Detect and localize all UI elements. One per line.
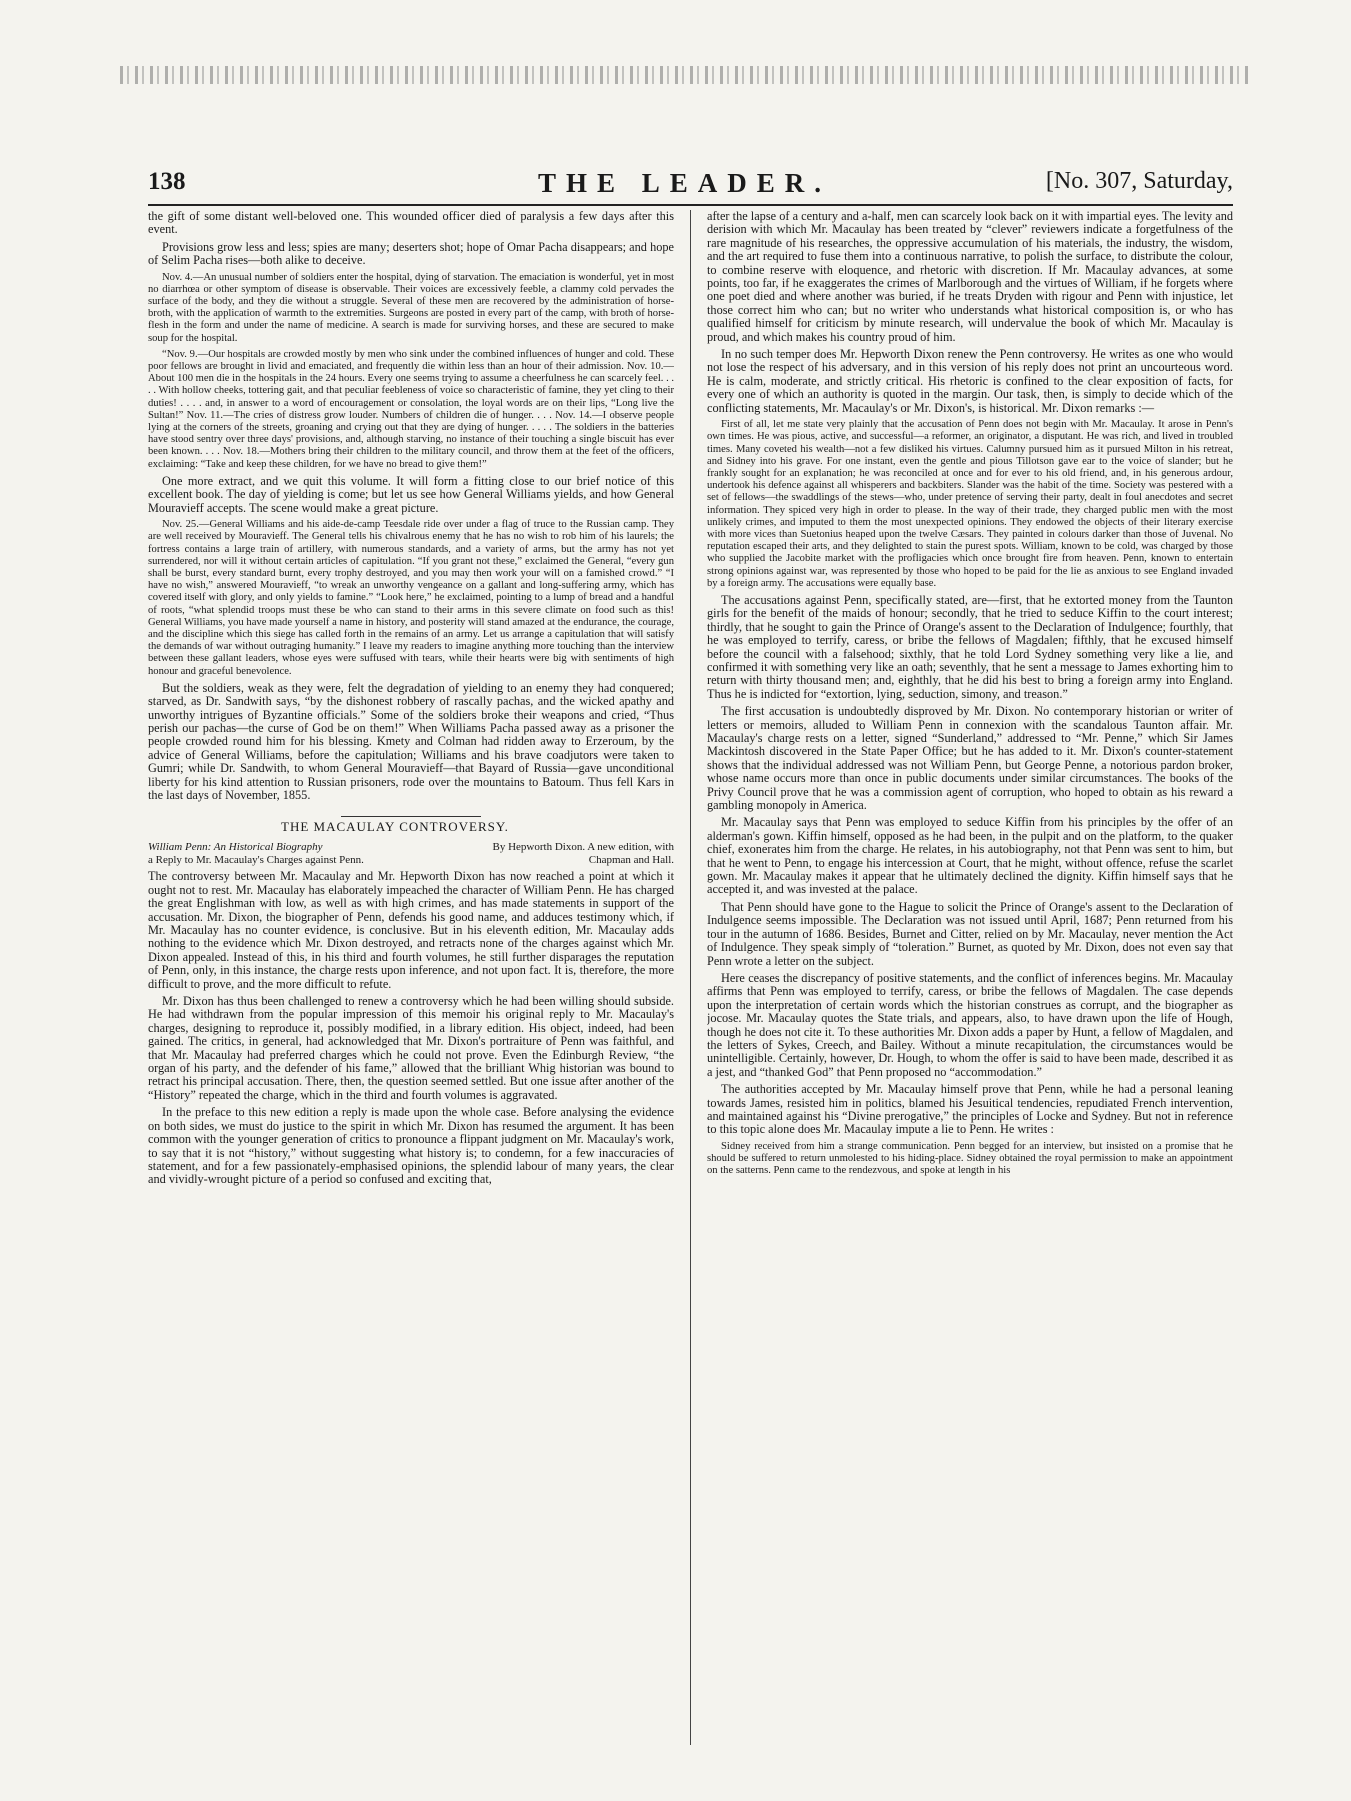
right-column — [707, 210, 1233, 1750]
paragraph: That Penn should have gone to the Hague to solicit the Prince of Orange's assent to the Declaration of Indulgence seems impossible. The Declaration was not issued until April, 1687; Penn returned from his tour in the autumn of 1686. Besides, Burnet and Citter, relied on by Mr. Macaulay, never mention the Act of Indulgence. They speak simply of “toleration.” Burnet, as quoted by Mr. Dixon, does not even say that Penn wrote a letter on the subject. — [707, 899, 1233, 968]
book-title: William Penn: An Historical Biography — [148, 841, 323, 854]
quoted-extract: Nov. 4.—An unusual number of soldiers enter the hospital, dying of starvation. The emaciation is wonderful, yet in most no diarrhœa or other symptom of disease is observable. Their voices are excessively feeble, a clammy cold pervades the surface of the body, and they die without a struggle. Several of these men are recovered by the administration of horse-broth, with the application of warmth to the extremities. Surgeons are posted in every part of the camp, with broth of horse-flesh in the form and under the name of medicine. A search is made for surviving horses, and these are secured to make soup for the hospital. — [148, 271, 674, 344]
masthead — [148, 168, 1233, 198]
paragraph: The controversy between Mr. Macaulay and Mr. Hepworth Dixon has now reached a point at which it ought not to rest. Mr. Macaulay has elaborately impeached the character of William Penn. He has charged the great Englishman with low, as well as with high crimes, and has made statements in support of the accusation. Mr. Dixon, the biographer of Penn, defends his good name, and adduces testimony which, if Mr. Macaulay has no counter evidence, is conclusive. But in his eleventh edition, Mr. Macaulay adds nothing to the evidence which Mr. Dixon destroyed, and retracts none of the charges against which Mr. Dixon appealed. Instead of this, in his third and fourth volumes, he still further disparages the reputation of Penn, only, in this instance, the charge rests upon inference, and not upon fact. It is, therefore, the more difficult to prove, and the more difficult to refute. — [148, 869, 674, 991]
quoted-extract: Nov. 25.—General Williams and his aide-de-camp Teesdale ride over under a flag of truce to the Russian camp. They are well received by Mouravieff. The General tells his chivalrous enemy that he has no wish to rob him of his laurels; the fortress contains a large train of artillery, with numerous standards, and a variety of arms, but the army has not yet surrendered, nor will it without certain articles of capitulation. “If you grant not these,” exclaimed the General, “every gun shall be burst, every standard burnt, every trophy destroyed, and you may then work your will on a famished crowd.” “I have no wish,” answered Mouravieff, “to wreak an unworthy vengeance on a gallant and long-suffering army, which has covered itself with glory, and only yields to famine.” “Look here,” he exclaimed, pointing to a lump of bread and a handful of roots, “what splendid troops must these be who can stand to their arms in this severe climate on food such as this! General Williams, you have made yourself a name in history, and posterity will stand amazed at the endurance, the courage, and the discipline which this siege has called forth in the remains of an army. Let us arrange a capitulation that will satisfy the demands of war without outraging humanity.” I leave my readers to imagine anything more touching than the interview between these gallant leaders, whose eyes were suffused with tears, while their hearts were big with sentiments of high honour and graceful benevolence. — [148, 519, 674, 677]
paragraph: the gift of some distant well-beloved one. This wounded officer died of paralysis a few days after this event. — [148, 210, 674, 237]
paragraph: after the lapse of a century and a-half, men can scarcely look back on it with impartial eyes. The levity and derision with which Mr. Macaulay has been treated by “clever” reviewers indicate a forgetfulness of the rare magnitude of his researches, the oppressive accumulation of his materials, the industry, the wisdom, and the art required to fuse them into a continuous narrative, to polish the surface, to distribute the colour, to combine reserve with eloquence, and rhetoric with discretion. If Mr. Macaulay advances, at some points, too far, if he exaggerates the crimes of Marlborough and the virtues of William, if he forgets where one poet died and where another was buried, if he treats Dryden with rigour and Penn with injustice, let those correct him who can; but no writer who understands what historical composition is, or who has qualified himself for criticism by minute research, will undervalue the book of which Mr. Macaulay is proud, and which makes his country proud of him. — [707, 210, 1233, 344]
paragraph: Mr. Dixon has thus been challenged to renew a controversy which he had been willing should subside. He had withdrawn from the popular impression of this memoir his original reply to Mr. Macaulay's charges, designing to reproduce it, possibly modified, in a library edition. His object, indeed, had been gained. The critics, in general, had acknowledged that Mr. Dixon's portraiture of Penn was faithful, and that Mr. Macaulay had preferred charges which he could not prove. Even the Edinburgh Review, “the organ of his party, and the defender of his fame,” allowed that the brilliant Whig historian was bound to retract his principal accusation. There, then, the question seemed settled. But one issue after another of the “History” repeated the charge, which in the third and fourth volumes is aggravated. — [148, 994, 674, 1102]
book-citation — [148, 841, 674, 866]
book-subtitle: a Reply to Mr. Macaulay's Charges against Penn. — [148, 853, 364, 866]
paragraph: In the preface to this new edition a reply is made upon the whole case. Before analysing the evidence on both sides, we must do justice to the spirit in which Mr. Dixon has resumed the argument. It has been common with the younger generation of critics to pronounce a flippant judgment on Mr. Macaulay's work, to say that it is not “history,” without suggesting what history is; to condemn, for a few inaccuracies of statement, and for a few passionately-emphasised opinions, the splendid labour of many years, the clear and vividly-wrought picture of a period so confused and exciting that, — [148, 1105, 674, 1187]
issue-label: [No. 307, Saturday, — [1045, 168, 1233, 194]
section-heading: THE MACAULAY CONTROVERSY. — [341, 816, 481, 835]
quoted-extract: Sidney received from him a strange communication. Penn begged for an interview, but insisted on a promise that he should be suffered to return unmolested to his hiding-place. Sidney obtained the royal permission to make an appointment on the satterns. Penn came to the rendezvous, and spoke at length in his — [707, 1140, 1233, 1177]
column-divider — [690, 210, 691, 1745]
page-number: 138 — [148, 168, 186, 195]
paragraph: But the soldiers, weak as they were, felt the degradation of yielding to an enemy they had conquered; starved, as Dr. Sandwith says, “by the dishonest robbery of rascally pachas, and the wicked apathy and unworthy intrigues of Byzantine officials.” Some of the soldiers broke their weapons and cried, “Thus perish our pachas—the curse of God be on them!” When Williams Pacha passed away as a prisoner the people crowded round him for his blessing. Kmety and Colman had ridden away to Erzeroum, by the advice of General Williams, before the capitulation; Williams and his brave coadjutors were taken to Gumri; while Dr. Sandwith, to whom General Mouravieff—that Bayard of Russia—gave unconditional liberty for his kind attention to Russian prisoners, rode over the mountains to Batoum. Thus fell Kars in the last days of November, 1855. — [148, 680, 674, 802]
scan-artifact-strip — [120, 66, 1250, 84]
header-rule — [148, 204, 1233, 206]
quoted-extract: First of all, let me state very plainly that the accusation of Penn does not begin with Mr. Macaulay. It arose in Penn's own times. He was pious, active, and successful—a reformer, an originator, a disputant. He was rich, and lived in troubled times. Many coveted his wealth—not a few disliked his virtues. Calumny pursued him as it pursued Milton in his retreat, and Sidney into his grave. For one instant, even the gentle and pious Tillotson gave ear to the voice of slander; but he frankly sought for an explanation; he was reconciled at once and for ever to his old friend, and, in his generous ardour, undertook his defence against all whisperers and backbiters. Slander was the habit of the time. Society was pestered with a set of fellows—the swaddlings of the stews—who, under pretence of serving their party, dealt in foul anecdotes and secret information. They spiced very high in order to please. In the way of their trade, they charged public men with the most unlikely crimes, and imputed to them the most unexpected opinions. They endowed the objects of their literary exercise with more vices than Suetonius heaped upon the twelve Cæsars. They painted in colours darker than those of Juvenal. No reputation escaped their arts, and they delighted to stain the purest spots. William, known to be cold, was charged by those who supplied the Jacobite market with the profligacies which once brought fire from heaven. Penn, known to entertain strong opinions against war, was represented by those who hoped to be paid for the lie as anxious to see England invaded by a foreign army. The accusations were equally base. — [707, 419, 1233, 589]
paragraph: Mr. Macaulay says that Penn was employed to seduce Kiffin from his principles by the offer of an alderman's gown. Kiffin himself, opposed as he had been, in the pulpit and on the platform, to the quaker chief, exonerates him from the charge. He relates, in his autobiography, not that Penn was sent to him, but that he went to Penn, to engage his intercession at Court, that he might, without offence, refuse the scarlet gown. Mr. Macaulay makes it appear that he ultimately declined the dignity. Kiffin himself says that he accepted it, and was invested at the palace. — [707, 815, 1233, 897]
paragraph: Here ceases the discrepancy of positive statements, and the conflict of inferences begins. Mr. Macaulay affirms that Penn was employed to terrify, caress, or bribe the fellows of Magdalen. The case depends upon the interpretation of certain words which the historian construes as corrupt, and the biographer as jocose. Mr. Macaulay quotes the State trials, and appears, also, to have drawn upon the life of Hough, though he does not cite it. To these authorities Mr. Dixon adds a paper by Hunt, a fellow of Magdalen, and the letters of Sykes, Creech, and Bailey. Without a minute recapitulation, the circumstances would be unintelligible. Certainly, however, Dr. Hough, to whom the offer is said to have been made, described it as a jest, and “thanked God” that Penn proposed no “accommodation.” — [707, 970, 1233, 1079]
book-publisher: Chapman and Hall. — [588, 853, 674, 866]
book-author: By Hepworth Dixon. A new edition, with — [492, 841, 674, 854]
paragraph: One more extract, and we quit this volume. It will form a fitting close to our brief notice of this excellent book. The day of yielding is come; but let us see how General Williams yields, and how General Mouravieff accepts. The scene would make a great picture. — [148, 473, 674, 515]
paragraph: The first accusation is undoubtedly disproved by Mr. Dixon. No contemporary historian or writer of letters or memoirs, alluded to William Penn in connexion with the scandalous Taunton affair. Mr. Macaulay's charge rests on a letter, signed “Sunderland,” addressed to “Mr. Penne,” which Sir James Mackintosh discovered in the State Paper Office; but he has added to it. Mr. Dixon's counter-statement shows that the individual addressed was not William Penn, but George Penne, a notorious pardon broker, whose name occurs more than once in public documents under similar circumstances. The books of the Privy Council prove that he was a commission agent of corruption, who hoped to obtain as his reward a gambling monopoly in America. — [707, 704, 1233, 813]
paragraph: In no such temper does Mr. Hepworth Dixon renew the Penn controversy. He writes as one who would not lose the respect of his adversary, and in this version of his reply does not print an uncourteous word. He is calm, moderate, and strictly critical. His rhetoric is confined to the clear exposition of facts, for every one of which an authority is quoted in the margin. Our task, then, is simply to decide which of the conflicting statements, Mr. Macaulay's or Mr. Dixon's, is historical. Mr. Dixon remarks :— — [707, 347, 1233, 415]
journal-title: THE LEADER. — [538, 168, 832, 198]
paragraph: The authorities accepted by Mr. Macaulay himself prove that Penn, while he had a personal leaning towards James, resisted him in politics, blamed his Jesuitical tendencies, repudiated French intervention, and maintained against his “Divine prerogative,” the principles of Locke and Sydney. But not in reference to this topic alone does Mr. Macaulay impute a lie to Penn. He writes : — [707, 1082, 1233, 1137]
quoted-extract: “Nov. 9.—Our hospitals are crowded mostly by men who sink under the combined influences of hunger and cold. These poor fellows are brought in livid and emaciated, and frequently die within less than an hour of their admission. Nov. 10.—About 100 men die in the hospitals in the 24 hours. Every one seems trying to assume a cheerfulness he can scarcely feel. . . . . With hollow cheeks, tottering gait, and that peculiar feebleness of voice so characteristic of famine, they yet cling to their duties! . . . . and, in answer to a word of encouragement or consolation, the loyal words are on their lips, “Long live the Sultan!” Nov. 11.—The cries of distress grow louder. Numbers of children die of hunger. . . . Nov. 14.—I observe people lying at the corners of the streets, groaning and crying out that they are dying of hunger. . . . . The soldiers in the batteries have stood sentry over three days' provisions, and, although starving, no instance of their touching a single biscuit has ever been known. . . . Nov. 18.—Mothers bring their children to the military council, and throw them at the feet of the officers, exclaiming: “Take and keep these children, for we have no bread to give them!” — [148, 348, 674, 470]
paragraph: Provisions grow less and less; spies are many; deserters shot; hope of Omar Pacha disappears; and hope of Selim Pacha rises—both alike to deceive. — [148, 239, 674, 268]
paragraph: The accusations against Penn, specifically stated, are—first, that he extorted money from the Taunton girls for the benefit of the maids of honour; secondly, that he tried to seduce Kiffin to the court interest; thirdly, that he sought to gain the Prince of Orange's assent to the Declaration of Indulgence; fourthly, that he was employed to terrify, caress, or bribe the fellows of Magdalen; fifthly, that he excused himself before the council with a falsehood; sixthly, that he told Lord Sydney something very like a lie, and confirmed it with something very like an oath; seventhly, that he sent a message to James exhorting him to return with thirty thousand men; and, eighthly, that he did his best to bring a foreign army into England. Thus he is indicted for “extortion, lying, seduction, simony, and treason.” — [707, 592, 1233, 701]
left-column — [148, 210, 674, 1750]
